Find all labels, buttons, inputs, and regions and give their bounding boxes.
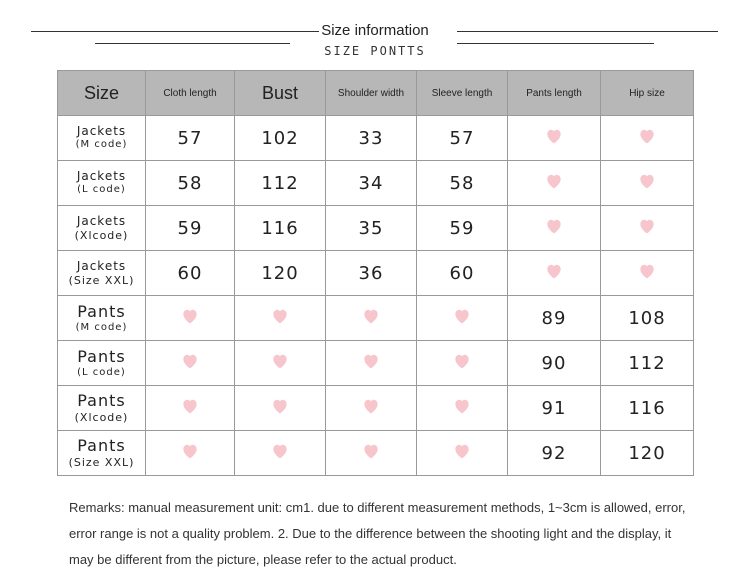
column-header-pants-length: Pants length	[508, 71, 601, 116]
row-header-name: Pants	[77, 301, 126, 321]
column-header-cloth-length: Cloth length	[146, 71, 235, 116]
empty-cell	[508, 206, 601, 251]
column-header-sleeve-length: Sleeve length	[417, 71, 508, 116]
empty-cell	[326, 431, 417, 476]
table-row	[58, 431, 694, 476]
heart-icon	[361, 351, 381, 371]
heart-icon	[452, 351, 472, 371]
heart-icon	[270, 441, 290, 461]
empty-cell	[326, 341, 417, 386]
heart-icon	[544, 171, 564, 191]
measurement-cell: 58	[417, 161, 508, 206]
column-header-hip-size: Hip size	[601, 71, 694, 116]
table-row	[58, 251, 694, 296]
table-row	[58, 116, 694, 161]
table-body	[58, 116, 694, 476]
row-header-code: (Size XXL)	[68, 456, 135, 470]
table-row	[58, 341, 694, 386]
empty-cell	[508, 161, 601, 206]
table-row	[58, 296, 694, 341]
measurement-cell: 35	[326, 206, 417, 251]
measurement-cell: 108	[601, 296, 694, 341]
heart-icon	[180, 396, 200, 416]
empty-cell	[417, 296, 508, 341]
measurement-cell: 60	[417, 251, 508, 296]
empty-cell	[601, 251, 694, 296]
measurement-cell: 116	[235, 206, 326, 251]
heart-icon	[180, 351, 200, 371]
header-rule-right-bottom	[457, 43, 654, 44]
empty-cell	[417, 386, 508, 431]
row-header-code: (Xlcode)	[74, 411, 129, 425]
measurement-cell: 58	[146, 161, 235, 206]
empty-cell	[417, 341, 508, 386]
table-row	[58, 161, 694, 206]
row-header-name: Jackets	[76, 169, 127, 184]
measurement-cell: 112	[235, 161, 326, 206]
heart-icon	[270, 306, 290, 326]
row-header	[58, 206, 146, 251]
table-header-row	[58, 71, 694, 116]
measurement-cell: 57	[417, 116, 508, 161]
header-rule-left-bottom	[95, 43, 290, 44]
row-header-code: (Xlcode)	[74, 228, 129, 242]
column-header-bust: Bust	[235, 71, 326, 116]
measurement-cell: 89	[508, 296, 601, 341]
measurement-cell: 33	[326, 116, 417, 161]
row-header-code: (M code)	[75, 139, 128, 151]
heart-icon	[361, 396, 381, 416]
measurement-cell: 34	[326, 161, 417, 206]
measurement-cell: 57	[146, 116, 235, 161]
empty-cell	[235, 431, 326, 476]
row-header-name: Jackets	[76, 124, 127, 139]
measurement-cell: 120	[601, 431, 694, 476]
heart-icon	[637, 171, 657, 191]
heart-icon	[361, 306, 381, 326]
measurement-cell: 102	[235, 116, 326, 161]
row-header	[58, 296, 146, 341]
column-header-shoulder-width: Shoulder width	[326, 71, 417, 116]
page-title: Size information	[321, 22, 429, 39]
empty-cell	[508, 251, 601, 296]
size-table	[57, 70, 694, 476]
heart-icon	[452, 441, 472, 461]
page-subtitle: SIZE PONTTS	[324, 44, 426, 58]
table-row	[58, 206, 694, 251]
measurement-cell: 90	[508, 341, 601, 386]
empty-cell	[235, 386, 326, 431]
row-header-name: Pants	[77, 346, 126, 366]
row-header-code: (Size XXL)	[68, 273, 135, 287]
heart-icon	[180, 441, 200, 461]
row-header-name: Pants	[77, 436, 126, 456]
empty-cell	[235, 341, 326, 386]
empty-cell	[235, 296, 326, 341]
heart-icon	[270, 351, 290, 371]
row-header-name: Pants	[77, 391, 126, 411]
measurement-cell: 92	[508, 431, 601, 476]
measurement-cell: 112	[601, 341, 694, 386]
row-header	[58, 386, 146, 431]
empty-cell	[146, 431, 235, 476]
measurement-cell: 60	[146, 251, 235, 296]
empty-cell	[601, 161, 694, 206]
heart-icon	[270, 396, 290, 416]
row-header-name: Jackets	[76, 258, 127, 273]
table-row	[58, 386, 694, 431]
heart-icon	[180, 306, 200, 326]
empty-cell	[417, 431, 508, 476]
row-header	[58, 341, 146, 386]
measurement-cell: 59	[146, 206, 235, 251]
heart-icon	[361, 441, 381, 461]
row-header	[58, 116, 146, 161]
empty-cell	[146, 296, 235, 341]
measurement-cell: 120	[235, 251, 326, 296]
header-rule-left-top	[31, 31, 319, 32]
row-header	[58, 161, 146, 206]
measurement-cell: 36	[326, 251, 417, 296]
empty-cell	[146, 386, 235, 431]
empty-cell	[508, 116, 601, 161]
heart-icon	[637, 261, 657, 281]
row-header-code: (L code)	[77, 184, 126, 196]
empty-cell	[326, 386, 417, 431]
heart-icon	[544, 261, 564, 281]
empty-cell	[601, 206, 694, 251]
measurement-cell: 59	[417, 206, 508, 251]
heart-icon	[544, 126, 564, 146]
row-header	[58, 251, 146, 296]
row-header-code: (L code)	[77, 366, 126, 378]
heart-icon	[452, 396, 472, 416]
empty-cell	[146, 341, 235, 386]
empty-cell	[601, 116, 694, 161]
row-header	[58, 431, 146, 476]
column-header-size: Size	[58, 71, 146, 116]
heart-icon	[637, 126, 657, 146]
empty-cell	[326, 296, 417, 341]
row-header-code: (M code)	[75, 321, 128, 333]
heart-icon	[452, 306, 472, 326]
heart-icon	[544, 216, 564, 236]
row-header-name: Jackets	[76, 213, 127, 228]
measurement-cell: 116	[601, 386, 694, 431]
heart-icon	[637, 216, 657, 236]
measurement-cell: 91	[508, 386, 601, 431]
header-rule-right-top	[457, 31, 718, 32]
remarks-text: Remarks: manual measurement unit: cm1. due to different measurement methods, 1~3cm is allowed, error, error range is not a quality problem. 2. Due to the difference between the shooting light and the display, it may be different from the picture, please refer to the actual product.	[69, 500, 686, 567]
